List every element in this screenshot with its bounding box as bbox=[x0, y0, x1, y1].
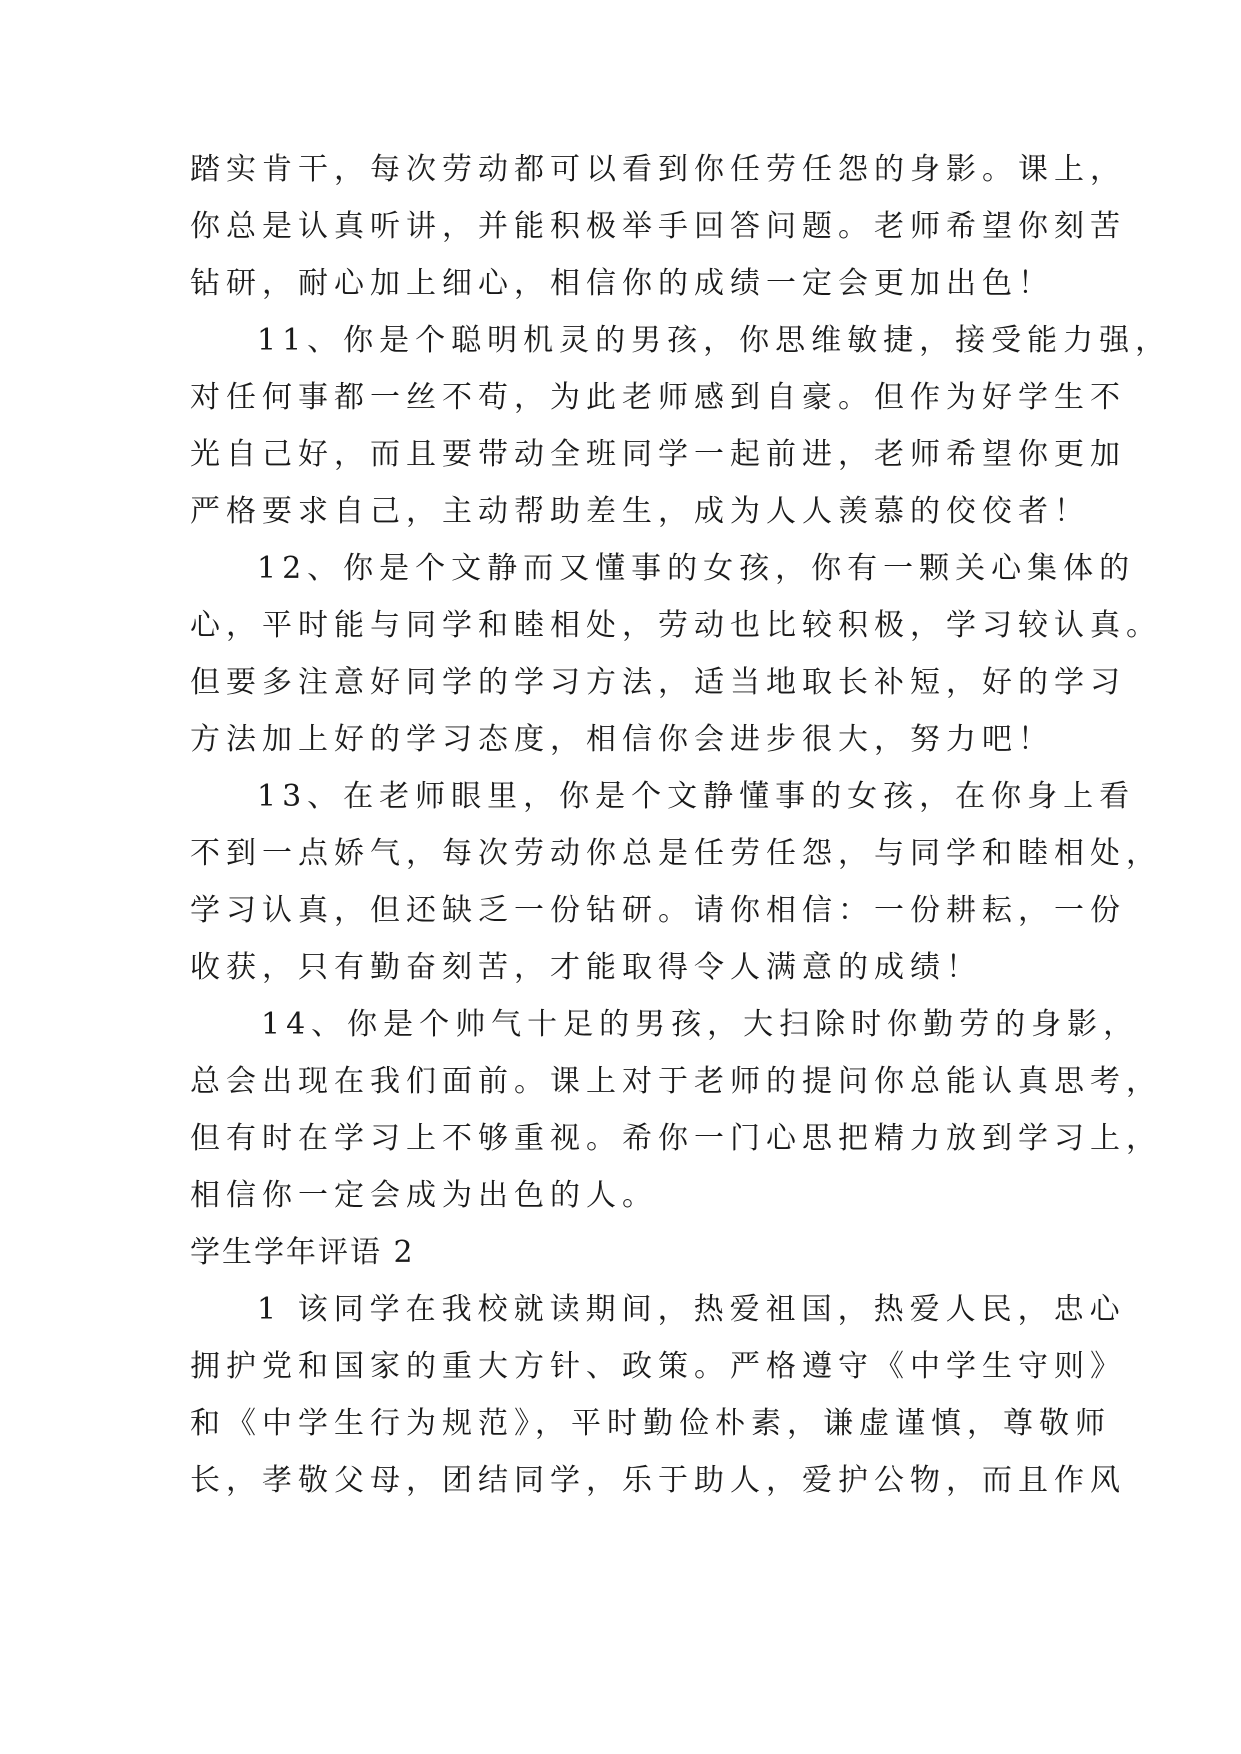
paragraph-11-start: 11、你是个聪明机灵的男孩，你思维敏捷，接受能力强， bbox=[257, 323, 1172, 358]
paragraph-12-start: 12、你是个文静而又懂事的女孩，你有一颗关心集体的 bbox=[257, 551, 1136, 586]
text-line: 严格要求自己，主动帮助差生，成为人人羡慕的佼佼者！ bbox=[190, 494, 1090, 529]
text-line: 拥护党和国家的重大方针、政策。严格遵守《中学生守则》 bbox=[190, 1349, 1126, 1384]
text-line: 对任何事都一丝不苟，为此老师感到自豪。但作为好学生不 bbox=[190, 380, 1126, 415]
text-line: 相信你一定会成为出色的人。 bbox=[190, 1178, 658, 1213]
text-line: 但有时在学习上不够重视。希你一门心思把精力放到学习上， bbox=[190, 1121, 1162, 1156]
text-line: 长，孝敬父母，团结同学，乐于助人，爱护公物，而且作风 bbox=[190, 1463, 1126, 1498]
text-line: 但要多注意好同学的学习方法，适当地取长补短，好的学习 bbox=[190, 665, 1126, 700]
text-line: 踏实肯干，每次劳动都可以看到你任劳任怨的身影。课上， bbox=[190, 152, 1126, 187]
text-line: 光自己好，而且要带动全班同学一起前进，老师希望你更加 bbox=[190, 437, 1126, 472]
text-line: 总会出现在我们面前。课上对于老师的提问你总能认真思考， bbox=[190, 1064, 1162, 1099]
text-line: 学习认真，但还缺乏一份钻研。请你相信：一份耕耘，一份 bbox=[190, 893, 1126, 928]
section-heading: 学生学年评语 2 bbox=[190, 1235, 415, 1270]
paragraph-14-start: 14、你是个帅气十足的男孩，大扫除时你勤劳的身影， bbox=[261, 1007, 1140, 1042]
text-line: 和《中学生行为规范》，平时勤俭朴素，谦虚谨慎，尊敬师 bbox=[190, 1406, 1111, 1441]
text-line: 方法加上好的学习态度，相信你会进步很大，努力吧！ bbox=[190, 722, 1054, 757]
text-line: 钻研，耐心加上细心，相信你的成绩一定会更加出色！ bbox=[190, 266, 1054, 301]
text-line: 不到一点娇气，每次劳动你总是任劳任怨，与同学和睦相处， bbox=[190, 836, 1162, 871]
text-line: 你总是认真听讲，并能积极举手回答问题。老师希望你刻苦 bbox=[190, 209, 1126, 244]
text-line: 收获，只有勤奋刻苦，才能取得令人满意的成绩！ bbox=[190, 950, 982, 985]
paragraph-13-start: 13、在老师眼里，你是个文静懂事的女孩，在你身上看 bbox=[257, 779, 1136, 814]
text-line: 心，平时能与同学和睦相处，劳动也比较积极，学习较认真。 bbox=[190, 608, 1162, 643]
paragraph-1-start: 1 该同学在我校就读期间，热爱祖国，热爱人民，忠心 bbox=[257, 1292, 1126, 1327]
